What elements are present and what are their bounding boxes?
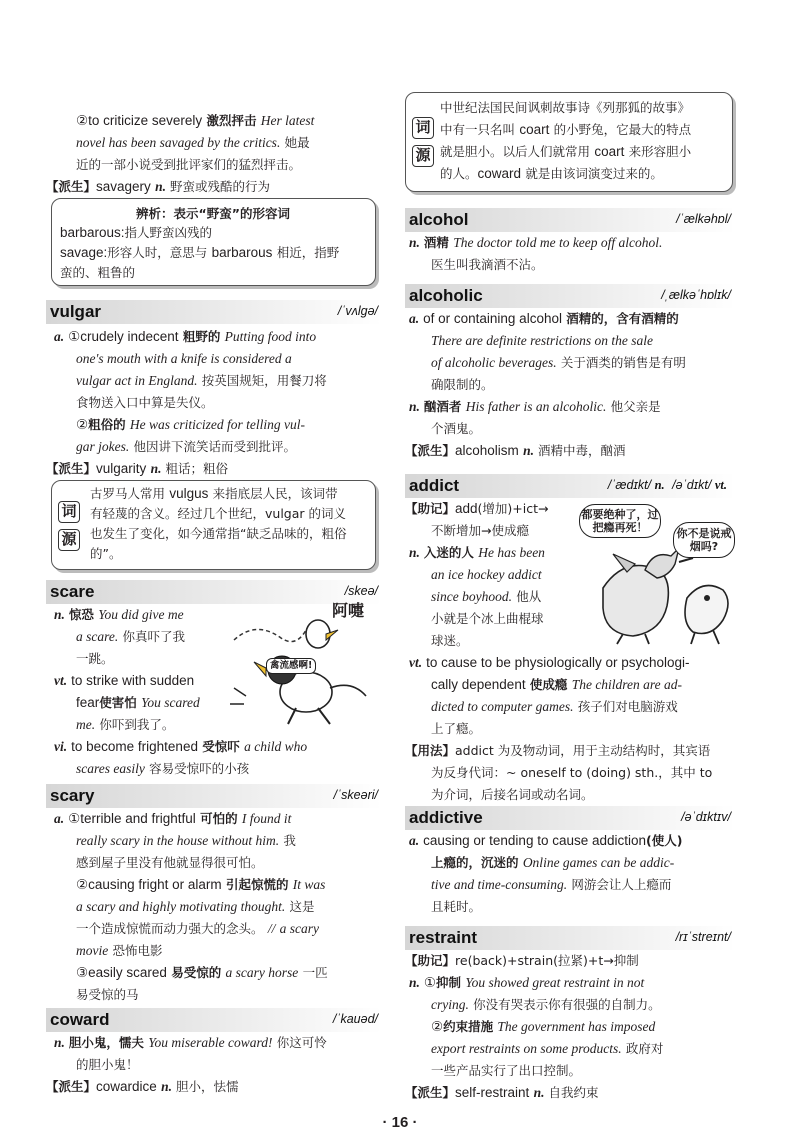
- addict-usage-line1: 【用法】addict 为及物动词，用于主动结构时，其宾语: [405, 743, 711, 758]
- vulgar-def2-line1: ②粗俗的 He was criticized for telling vul-: [76, 417, 306, 432]
- addict-def2-line1: vt. to cause to be physiologically or psychologi-: [409, 655, 690, 670]
- addict-def2-line2: cally dependent 使成瘾 The children are ad-: [431, 677, 683, 692]
- headword-alcohol: alcohol /ˈælkəhɒl/: [405, 208, 735, 232]
- coward-etymology-box: [405, 92, 733, 192]
- vulgar-def1-line3: vulgar act in England. 按英国规矩，用餐刀将: [76, 373, 327, 388]
- addict-mnemonic-line1: 【助记】add(增加)+ict→: [405, 501, 549, 516]
- scary-def1-line3: 感到屋子里没有他就显得很可怕。: [76, 855, 264, 870]
- vulgar-etymology-line2: 有轻蔑的含义。经过几个世纪，vulgar 的词义: [90, 506, 347, 521]
- headword-scare: scare /skeə/: [46, 580, 382, 604]
- addict-def1-line1: n. 入迷的人 He has been: [409, 545, 545, 560]
- coward-def-line2: 的胆小鬼！: [76, 1057, 139, 1072]
- alcoholic-def1-line1: a. of or containing alcohol 酒精的，含有酒精的: [409, 311, 679, 326]
- restraint-def2-line1: ②约束措施 The government has imposed: [431, 1019, 656, 1034]
- savage-note-line1: barbarous:指人野蛮凶残的: [60, 225, 213, 240]
- restraint-def2-line2: export restraints on some products. 政府对: [431, 1041, 664, 1056]
- addict-def2-line3: dicted to computer games. 孩子们对电脑游戏: [431, 699, 678, 714]
- scare-cartoon-sign: 禽流感啊!: [266, 658, 316, 674]
- alcoholic-def1-line2: There are definite restrictions on the sale: [431, 333, 653, 348]
- vulgar-def1-line1: a. ①crudely indecent 粗野的 Putting food into: [54, 329, 317, 344]
- scary-def2-line1: ②causing fright or alarm 引起惊慌的 It was: [76, 877, 326, 892]
- headword-addict: addict /ˈædɪkt/ n. /əˈdɪkt/ vt.: [405, 474, 735, 498]
- addict-def1-line2: an ice hockey addict: [431, 567, 542, 582]
- vulgar-etymology-line3: 也发生了变化，如今通常指“缺乏品味的，粗俗: [90, 526, 347, 541]
- restraint-def2-line3: 一些产品实行了出口控制。: [431, 1063, 582, 1078]
- vulgar-etymology-line4: 的”。: [90, 546, 122, 561]
- addict-mnemonic-line2: 不断增加→使成瘾: [431, 523, 529, 538]
- savage-note-line2: savage:形容人时，意思与 barbarous 相近，指野: [60, 245, 340, 260]
- vulgar-def1-line4: 食物送入口中算是失仪。: [76, 395, 214, 410]
- vulgar-def1-line2: one's mouth with a knife is considered a: [76, 351, 292, 366]
- coward-derivative: 【派生】cowardice n. 胆小，怯懦: [46, 1079, 239, 1094]
- vulgar-def2-line2: gar jokes. 他因讲下流笑话而受到批评。: [76, 439, 297, 454]
- savage-note-line3: 蛮的、粗鲁的: [60, 265, 136, 280]
- addict-def2-line4: 上了瘾。: [431, 721, 482, 736]
- headword-restraint: restraint /rɪˈstreɪnt/: [405, 926, 735, 950]
- scary-def2-line4: movie 恐怖电影: [76, 943, 163, 958]
- restraint-mnemonic: 【助记】re(back)+strain(拉紧)+t→抑制: [405, 953, 639, 968]
- scary-def3-line1: ③easily scared 易受惊的 a scary horse 一匹: [76, 965, 328, 980]
- addictive-def-line1: a. causing or tending to cause addiction(使人): [409, 833, 683, 848]
- savage-derivative: 【派生】savagery n. 野蛮或残酷的行为: [46, 179, 270, 194]
- scare-cartoon-shout: 阿嚏: [332, 601, 365, 620]
- savage-def2-line1: ②to criticize severely 激烈抨击 Her latest: [76, 113, 315, 128]
- scary-def2-line3: 一个造成惊慌而动力强大的念头。 // a scary: [76, 921, 319, 936]
- etymology-icon: 词 源: [411, 117, 435, 167]
- addict-usage-line2: 为反身代词：~ oneself to (doing) sth.，其中 to: [431, 765, 713, 780]
- headword-vulgar: vulgar /ˈvʌlgə/: [46, 300, 382, 324]
- alcoholic-def1-line4: 确限制的。: [431, 377, 494, 392]
- addict-cartoon: [583, 498, 735, 646]
- savage-note-title: 辨析：表示“野蛮”的形容词: [136, 206, 290, 221]
- vulgar-etymology-line1: 古罗马人常用 vulgus 来指底层人民，该词带: [90, 486, 338, 501]
- coward-def-line1: n. 胆小鬼，懦夫 You miserable coward! 你这可怜: [54, 1035, 327, 1050]
- coward-etymology-line1: 中世纪法国民间讽刺故事诗《列那狐的故事》: [440, 100, 691, 115]
- restraint-def1-line1: n. ①抑制 You showed great restraint in not: [409, 975, 645, 990]
- coward-etymology-line2: 中有一只名叫 coart 的小野兔，它最大的特点: [440, 122, 692, 137]
- scare-def1-line1: n. 惊恐 You did give me: [54, 607, 184, 622]
- savage-def2-line2: novel has been savaged by the critics. 她最: [76, 135, 310, 150]
- addict-bubble-dragon: 都要绝种了，过把瘾再死！: [579, 504, 661, 538]
- scare-def2-line2: fear使害怕 You scared: [76, 695, 200, 710]
- scare-def1-line2: a scare. 你真吓了我: [76, 629, 186, 644]
- alcoholic-def2-line2: 个酒鬼。: [431, 421, 482, 436]
- headword-addictive: addictive /əˈdɪktɪv/: [405, 806, 735, 830]
- scary-def1-line1: a. ①terrible and frightful 可怕的 I found it: [54, 811, 292, 826]
- coward-etymology-line3: 就是胆小。以后人们就常用 coart 来形容胆小: [440, 144, 692, 159]
- restraint-def1-line2: crying. 你没有哭表示你有很强的自制力。: [431, 997, 661, 1012]
- savage-note-box: [51, 198, 376, 286]
- coward-etymology-line4: 的人。coward 就是由该词演变过来的。: [440, 166, 663, 181]
- scare-def3-line2: scares easily 容易受惊吓的小孩: [76, 761, 250, 776]
- addict-bubble-knight: 你不是说戒烟吗?: [673, 522, 735, 558]
- scary-def1-line2: really scary in the house without him. 我: [76, 833, 296, 848]
- scare-def1-line3: 一跳。: [76, 651, 114, 666]
- etymology-icon: 词 源: [57, 501, 81, 551]
- headword-scary: scary /ˈskeəri/: [46, 784, 382, 808]
- savage-def2-line3: 近的一部小说受到批评家们的猛烈抨击。: [76, 157, 302, 172]
- headword-alcoholic: alcoholic /ˌælkəˈhɒlɪk/: [405, 284, 735, 308]
- addict-def1-line5: 球迷。: [431, 633, 469, 648]
- scare-def2-line1: vt. to strike with sudden: [54, 673, 195, 688]
- vulgar-etymology-box: [51, 480, 376, 570]
- scary-def2-line2: a scary and highly motivating thought. 这是: [76, 899, 315, 914]
- scare-def3-line1: vi. to become frightened 受惊吓 a child who: [54, 739, 308, 754]
- addictive-def-line3: tive and time-consuming. 网游会让人上瘾而: [431, 877, 672, 892]
- addict-def1-line4: 小就是个冰上曲棍球: [431, 611, 544, 626]
- page-number: · 16 ·: [382, 1114, 418, 1131]
- addict-usage-line3: 为介词，后接名词或动名词。: [431, 787, 594, 802]
- alcoholic-derivative: 【派生】alcoholism n. 酒精中毒，酗酒: [405, 443, 626, 458]
- scare-cartoon: [226, 600, 376, 730]
- vulgar-derivative: 【派生】vulgarity n. 粗话；粗俗: [46, 461, 228, 476]
- headword-coward: coward /ˈkauəd/: [46, 1008, 382, 1032]
- addict-def1-line3: since boyhood. 他从: [431, 589, 542, 604]
- alcohol-def-line1: n. 酒精 The doctor told me to keep off alcohol.: [409, 235, 663, 250]
- alcoholic-def1-line3: of alcoholic beverages. 关于酒类的销售是有明: [431, 355, 686, 370]
- alcoholic-def2-line1: n. 酗酒者 His father is an alcoholic. 他父亲是: [409, 399, 661, 414]
- restraint-derivative: 【派生】self-restraint n. 自我约束: [405, 1085, 599, 1100]
- addictive-def-line2: 上瘾的，沉迷的 Online games can be addic-: [431, 855, 675, 870]
- scare-def2-line3: me. 你吓到我了。: [76, 717, 175, 732]
- scary-def3-line2: 易受惊的马: [76, 987, 139, 1002]
- alcohol-def-line2: 医生叫我滴酒不沾。: [431, 257, 544, 272]
- addictive-def-line4: 且耗时。: [431, 899, 482, 914]
